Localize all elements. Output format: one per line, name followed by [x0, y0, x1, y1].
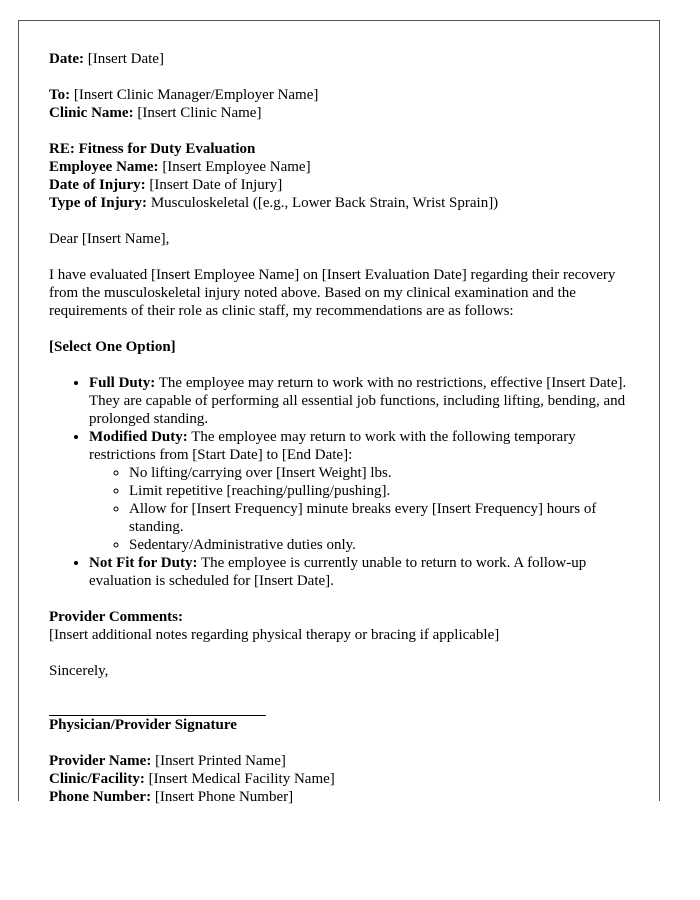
provider-line: [49, 752, 639, 770]
closing: Sincerely,: [49, 663, 109, 679]
select-heading-line: [49, 338, 639, 356]
re-heading: RE: Fitness for Duty Evaluation: [49, 141, 256, 157]
option-label: Modified Duty:: [89, 429, 188, 445]
employee-value: [Insert Employee Name]: [162, 159, 311, 175]
option-text: The employee may return to work with the following temporary restrictions from [Start Date] to [End Date]:: [89, 429, 576, 463]
option-not-fit: [89, 554, 639, 590]
signature-label-line: [49, 716, 639, 734]
restriction-item: ◦ Sedentary/Administrative duties only.: [129, 536, 639, 554]
option-label: Full Duty:: [89, 375, 156, 391]
comments-label: Provider Comments:: [49, 609, 184, 625]
clinic-label: Clinic Name:: [49, 105, 134, 121]
clinic-value: [Insert Clinic Name]: [137, 105, 262, 121]
signature-line: [49, 698, 266, 716]
duty-options-list: [49, 374, 639, 590]
phone-label: Phone Number:: [49, 789, 152, 805]
restriction-item: ◦ Allow for [Insert Frequency] minute breaks every [Insert Frequency] hours of standing.: [129, 500, 639, 536]
clinic-line: [49, 104, 639, 122]
date-line: [49, 50, 639, 68]
letter-body: [49, 50, 639, 806]
to-label: To:: [49, 87, 71, 103]
injury-date-line: [49, 176, 639, 194]
option-text: The employee is currently unable to return to work. A follow-up evaluation is scheduled for [Insert Date].: [89, 555, 587, 589]
date-value: [Insert Date]: [87, 51, 164, 67]
comments-label-line: [49, 608, 639, 626]
comments-value: [Insert additional notes regarding physical therapy or bracing if applicable]: [49, 627, 500, 643]
facility-line: [49, 770, 639, 788]
provider-value: [Insert Printed Name]: [155, 753, 286, 769]
option-label: Not Fit for Duty:: [89, 555, 198, 571]
injury-type-value: Musculoskeletal ([e.g., Lower Back Strain, Wrist Sprain]): [150, 195, 499, 211]
date-label: Date:: [49, 51, 84, 67]
option-text: The employee may return to work with no restrictions, effective [Insert Date]. They are capable of performing all essential job functions, including lifting, bending, and prolonged standing.: [89, 375, 627, 427]
to-value: [Insert Clinic Manager/Employer Name]: [73, 87, 319, 103]
injury-type-line: [49, 194, 639, 212]
employee-label: Employee Name:: [49, 159, 159, 175]
injury-date-value: [Insert Date of Injury]: [149, 177, 283, 193]
phone-value: [Insert Phone Number]: [154, 789, 294, 805]
letter-page: [18, 20, 660, 805]
body-paragraph: I have evaluated [Insert Employee Name] on [Insert Evaluation Date] regarding their recovery from the musculoskeletal injury noted above. Based on my clinical examination and the requirements of their role as clinic staff, my recommendations are as follows:: [49, 267, 616, 319]
facility-label: Clinic/Facility:: [49, 771, 145, 787]
injury-date-label: Date of Injury:: [49, 177, 146, 193]
to-line: [49, 86, 639, 104]
restriction-item: ◦ No lifting/carrying over [Insert Weight] lbs.: [129, 464, 639, 482]
salutation: Dear [Insert Name],: [49, 231, 170, 247]
signature-label: Physician/Provider Signature: [49, 717, 237, 733]
facility-value: [Insert Medical Facility Name]: [148, 771, 335, 787]
restriction-item: ◦ Limit repetitive [reaching/pulling/pushing].: [129, 482, 639, 500]
option-full-duty: [89, 374, 639, 428]
option-modified-duty: [89, 428, 639, 554]
injury-type-label: Type of Injury:: [49, 195, 148, 211]
restrictions-list: [89, 464, 639, 554]
re-line: [49, 140, 639, 158]
employee-line: [49, 158, 639, 176]
select-heading: [Select One Option]: [49, 339, 176, 355]
phone-line: [49, 788, 639, 806]
provider-label: Provider Name:: [49, 753, 152, 769]
